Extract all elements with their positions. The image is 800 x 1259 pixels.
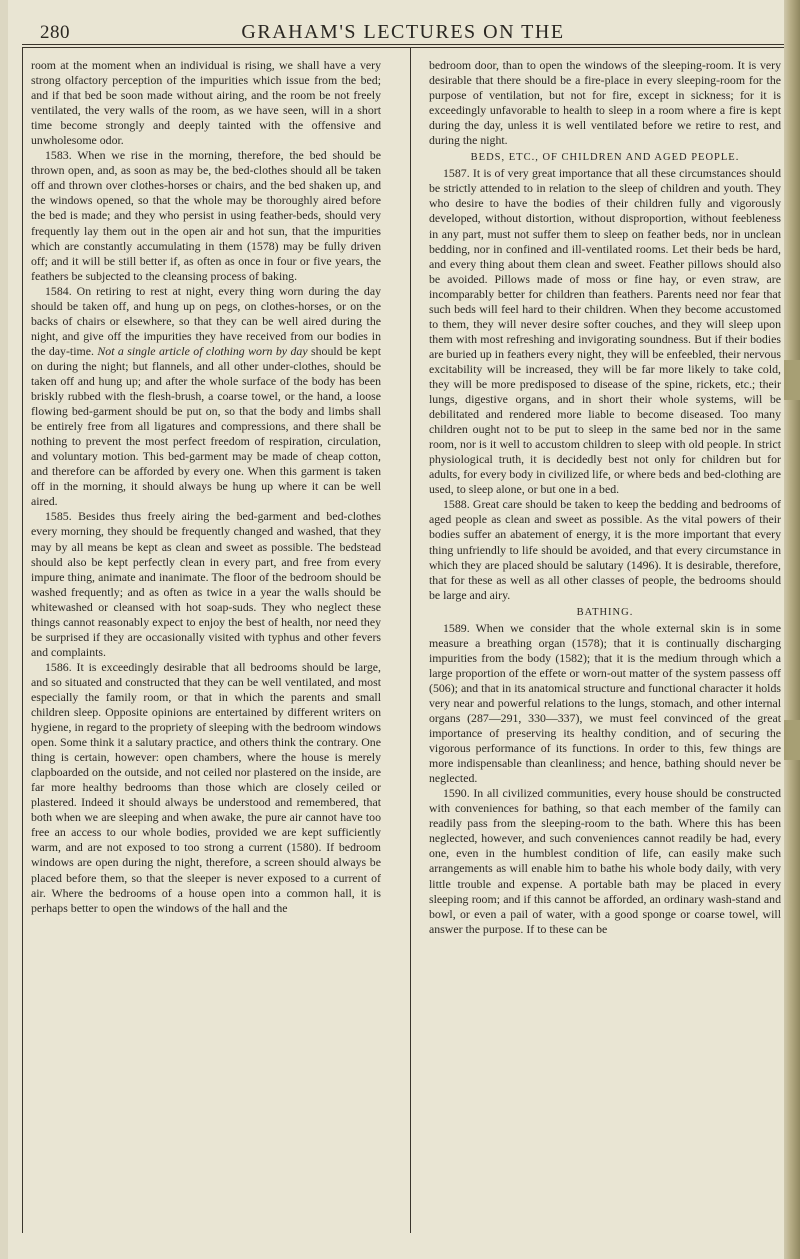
page-number: 280	[40, 22, 70, 43]
column-divider	[410, 47, 411, 1233]
paragraph-1584-emphasis: Not a single article of clothing worn by day	[97, 343, 308, 358]
paragraph-1583: 1583. When we rise in the morning, therefore, the bed should be thrown open, and, as soon as may be, the bed-clothes should all be taken off and thrown over clothes-horses or chairs, and the bed shaken up, and the windows opened, so that the whole may be thoroughly aired before the bed is made; and they who persist in using feather-beds, should very frequently lay them out in the open air and hot sun, that the impurities which are constantly accumulating in them (1578) may be fully driven off; and it will be still better if, as often as once in four or five years, the feathers be subjected to the cleansing process of baking.	[31, 148, 381, 283]
paragraph-1585: 1585. Besides thus freely airing the bed-garment and bed-clothes every morning, they should be frequently changed and washed, that they may by all means be kept as clean and sweet as possible. The bedstead should also be kept perfectly clean in every part, and free from every impure thing, animate and inanimate. The floor of the bedroom should be washed frequently; and as often as twice in a year the walls should be whitewashed or cleansed with hot soap-suds. They who neglect these things cannot reasonably expect to enjoy the best of health, nor need they be surprised if they are occasionally visited with typhus and other fevers and complaints.	[31, 509, 381, 659]
header-rule	[22, 44, 784, 45]
paragraph-1586: 1586. It is exceedingly desirable that all bedrooms should be large, and so situated and constructed that they can be well ventilated, and most especially the family room, or that in which the parents and small children sleep. Opposite opinions are entertained by different writers on hygiene, in regard to the propriety of sleeping with the bedroom windows open. Some think it a salutary practice, and others think the contrary. One thing is certain, however: open chambers, where the house is merely clapboarded on the outside, and not ceiled nor plastered on the inside, are far more healthy bedrooms than those which are closely ceiled or plastered. Indeed it should always be understood and remembered, that both when we are sleeping and when awake, the pure air cannot have too free an access to our whole bodies, provided we are kept sufficiently warm, and are not exposed to too strong a current (1580). If bedroom windows are open during the night, therefore, a screen should always be placed before them, so that the sleeper is never exposed to a current of air. Where the bedrooms of a house open into a common hall, it is perhaps better to open the windows of the hall and the	[31, 659, 381, 915]
page-edge-mark	[784, 360, 800, 400]
page-header	[22, 0, 784, 44]
paragraph-1584	[31, 284, 381, 510]
section-heading-bathing: BATHING.	[576, 606, 634, 618]
page-edge-band	[784, 0, 800, 1259]
running-title: GRAHAM'S LECTURES ON THE	[241, 21, 565, 43]
page-edge-mark	[784, 720, 800, 760]
paragraph-continuation-right: bedroom door, than to open the windows of the sleeping-room. It is very desirable that there should be a fire-place in every sleeping-room for the purpose of ventilation, but not for fire, except in sickness; for it is exceedingly unfavorable to health to sleep in a room where a fire is kept during the day, unless it is well ventilated before we retire to rest, and during the night.	[429, 58, 781, 148]
book-page	[8, 0, 796, 1259]
paragraph-1590: 1590. In all civilized communities, every house should be constructed with conveniences for bathing, so that each member of the family can readily pass from the sleeping-room to the bath. Where this has been neglected, however, and such conveniences cannot readily be had, every one, even in the humblest condition of life, can easily make such arrangements as will enable him to bathe his whole body daily, with very little trouble and expense. A portable bath may be placed in every sleeping room; and if this cannot be afforded, an ordinary wash-stand and bowl, or even a pail of water, with a good sponge or coarse towel, will answer the purpose. If to these can be	[429, 786, 781, 936]
paragraph-1588: 1588. Great care should be taken to keep the bedding and bedrooms of aged people as clean and sweet as possible. As the vital powers of their bodies suffer an abatement of energy, it is the more important that every thing unfriendly to life should be avoided, and that every circumstance in which they are placed should be salutary (1496). It is desirable, therefore, that for these as well as all other classes of people, the bedrooms should be large and airy.	[429, 497, 781, 602]
left-border	[22, 47, 23, 1233]
section-heading-beds: BEDS, ETC., OF CHILDREN AND AGED PEOPLE.	[470, 152, 740, 164]
header-rule-thin	[22, 47, 784, 48]
right-column	[429, 58, 781, 1228]
left-column	[31, 58, 381, 1228]
paragraph-1584-part-a: 1584. On retiring to rest at night, every thing worn during the day should be taken off, and hung up on pegs, on clothes-horses, or on the backs of chairs or elsewhere, so that they can be well aired during the night, and give off the impurities they have received from our bodies in the day-time.	[31, 283, 381, 358]
paragraph-1587: 1587. It is of very great importance that all these circumstances should be strictly attended to in relation to the sleep of children and youth. They who desire to have the bodies of their children fully and vigorously developed, without distortion, without disproportion, without feebleness in any part, must not suffer them to sleep on feather beds, nor in unclean bedding, nor in confined and ill-ventilated rooms. Let their beds be hard, and every thing about them clean and sweet. Feather pillows should also be avoided. Pillows made of moss or fine hay, or even straw, are incomparably better for children than feathers. Parents need nor fear that such beds will feel hard to their children. When they become accustomed to them, they will never desire softer couches, and they will sleep upon them with most refreshing and invigorating soundness. But if their bodies are buried up in feathers every night, they will be enfeebled, their nervous excitability will be increased, they will be far more likely to take cold, they will be more predisposed to disease of the spine, rickets, etc.; their lungs, digestive organs, and in short their whole systems, will be debilitated and rendered more liable to become diseased. Too many children ought not to be put to sleep in the same bed nor in the same room, nor is it well to accustom children to sleep with old people. In strict physiological truth, it is decidedly best not only for children but for adults, for every body in civilized life, or where beds and bed-clothing are used, to sleep alone, or but one in a bed.	[429, 166, 781, 497]
paragraph-continuation: room at the moment when an individual is rising, we shall have a very strong olfactory perception of the impurities which issue from the bed; and if that bed be soon made without airing, and the room be not freely ventilated, the very walls of the room, as we have seen, will in a short time become strongly and deeply tainted with the offensive and unwholesome odor.	[31, 58, 381, 148]
paragraph-1584-part-b: should be kept on during the night; but flannels, and all other under-clothes, should be taken off and hung up; and after the whole surface of the body has been briskly rubbed with the flesh-brush, a coarse towel, or the hand, a loose flowing bed-garment should be put on, so that the body and limbs shall be entirely free from all ligatures and compressions, and there shall be nothing to prevent the most perfect freedom of respiration, circulation, and voluntary motion. This bed-garment may be made of cheap cotton, and therefore can be afforded by every one. When this garment is taken off in the morning, it should always be hung up where it can be well aired.	[31, 343, 381, 509]
paragraph-1589: 1589. When we consider that the whole external skin is in some measure a breathing organ (1578); that it is continually discharging impurities from the body (1582); that it is the medium through which a large proportion of the effete or worn-out matter of the system passess off (506); and that in its anatomical structure and functional character it holds very near and powerful relations to the lungs, stomach, and other internal organs (287—291, 330—337), we must feel convinced of the great importance of preserving its healthy condition, and of securing the vigorous performance of its functions. In order to this, few things are more indispensable than cleanliness; and hence, bathing should never be neglected.	[429, 620, 781, 786]
